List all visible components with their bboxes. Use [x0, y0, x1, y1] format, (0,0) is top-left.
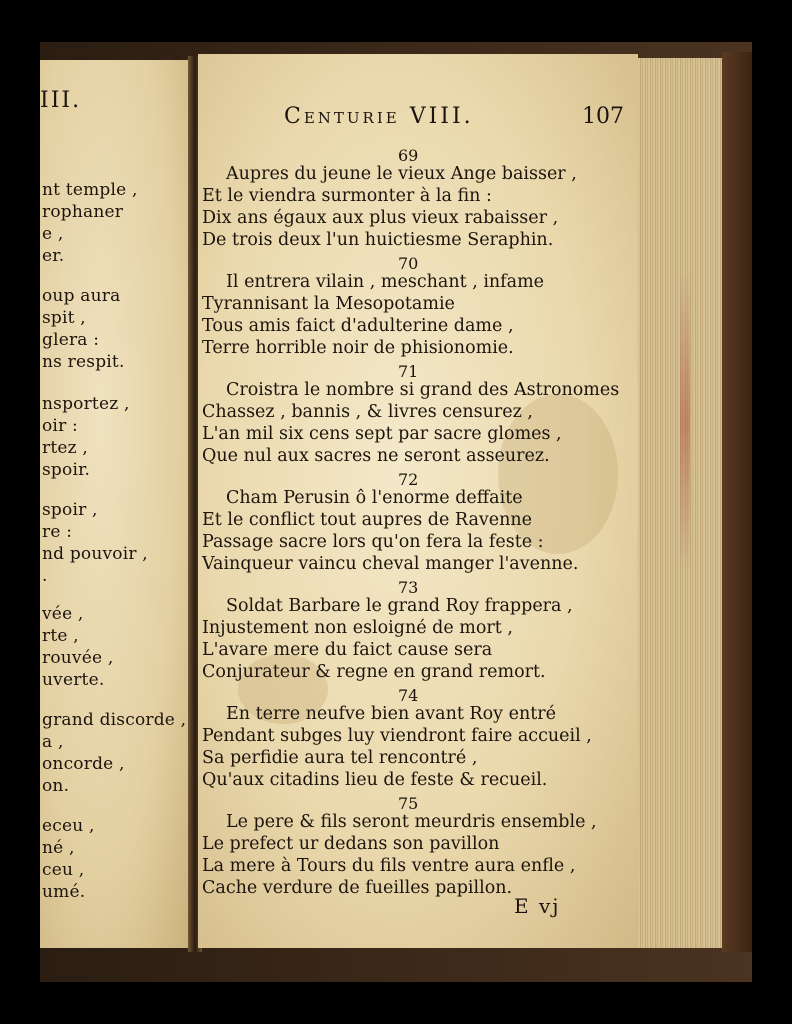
left-line: rophaner: [42, 202, 124, 222]
verse-line: L'an mil six cens sept par sacre glomes ,: [202, 424, 562, 444]
left-line: re :: [42, 522, 73, 542]
left-line: rtez ,: [42, 438, 88, 458]
running-head: Centurie VIII.: [284, 104, 474, 129]
verse-line: Dix ans égaux aux plus vieux rabaisser ,: [202, 208, 559, 228]
left-line: oncorde ,: [42, 754, 125, 774]
left-line: eceu ,: [42, 816, 95, 836]
quatrain-number: 73: [398, 578, 419, 597]
verse-line: De trois deux l'un huictiesme Seraphin.: [202, 230, 554, 250]
left-line: on.: [42, 776, 70, 796]
verse-line: Tyrannisant la Mesopotamie: [202, 294, 455, 314]
verse-line: Injustement non esloigné de mort ,: [202, 618, 513, 638]
left-line: né ,: [42, 838, 75, 858]
verse-line: Soldat Barbare le grand Roy frappera ,: [226, 596, 573, 616]
left-line: glera :: [42, 330, 100, 350]
left-line: ns respit.: [42, 352, 125, 372]
verse-line: Chassez , bannis , & livres censurez ,: [202, 402, 533, 422]
verse-line: Terre horrible noir de phisionomie.: [202, 338, 514, 358]
quatrain-number: 72: [398, 470, 419, 489]
left-line: oir :: [42, 416, 78, 436]
quatrain-number: 75: [398, 794, 419, 813]
left-line: spoir.: [42, 460, 91, 480]
left-line: ceu ,: [42, 860, 85, 880]
verse-line: La mere à Tours du fils ventre aura enfle ,: [202, 856, 576, 876]
verse-line: Qu'aux citadins lieu de feste & recueil.: [202, 770, 548, 790]
left-running-head: III.: [40, 88, 82, 113]
page-edge-stain: [680, 272, 690, 572]
left-line: nd pouvoir ,: [42, 544, 148, 564]
page-number: 107: [582, 104, 624, 129]
quatrain-number: 74: [398, 686, 419, 705]
book-scan: [40, 42, 752, 982]
verse-line: Passage sacre lors qu'on fera la feste :: [202, 532, 544, 552]
quatrain-number: 70: [398, 254, 419, 273]
verse-line: Croistra le nombre si grand des Astronomes: [226, 380, 620, 400]
left-line: .: [42, 566, 48, 586]
left-line: grand discorde ,: [42, 710, 187, 730]
left-line: oup aura: [42, 286, 121, 306]
left-line: rouvée ,: [42, 648, 114, 668]
left-line: uverte.: [42, 670, 105, 690]
left-line: vée ,: [42, 604, 84, 624]
left-line: spit ,: [42, 308, 86, 328]
verse-line: Le prefect ur dedans son pavillon: [202, 834, 500, 854]
verse-line: L'avare mere du faict cause sera: [202, 640, 493, 660]
verse-line: Que nul aux sacres ne seront asseurez.: [202, 446, 550, 466]
verse-line: Pendant subges luy viendront faire accueil ,: [202, 726, 592, 746]
left-line: e ,: [42, 224, 64, 244]
verse-line: Cache verdure de fueilles papillon.: [202, 878, 513, 898]
right-page: [198, 54, 638, 948]
left-line: nt temple ,: [42, 180, 138, 200]
quatrain-number: 71: [398, 362, 419, 381]
left-line: a ,: [42, 732, 64, 752]
left-page: [40, 60, 192, 948]
verse-line: En terre neufve bien avant Roy entré: [226, 704, 556, 724]
verse-line: Le pere & fils seront meurdris ensemble ,: [226, 812, 597, 832]
verse-line: Il entrera vilain , meschant , infame: [226, 272, 545, 292]
left-line: umé.: [42, 882, 86, 902]
left-line: spoir ,: [42, 500, 98, 520]
page-edges: [636, 58, 722, 948]
book-cover-edge: [722, 52, 752, 952]
signature-mark: E vj: [514, 894, 561, 918]
verse-line: Cham Perusin ô l'enorme deffaite: [226, 488, 523, 508]
verse-line: Tous amis faict d'adulterine dame ,: [202, 316, 514, 336]
verse-line: Sa perfidie aura tel rencontré ,: [202, 748, 478, 768]
left-line: nsportez ,: [42, 394, 130, 414]
left-line: rte ,: [42, 626, 79, 646]
verse-line: Et le conflict tout aupres de Ravenne: [202, 510, 533, 530]
left-line: er.: [42, 246, 65, 266]
verse-line: Vainqueur vaincu cheval manger l'avenne.: [202, 554, 579, 574]
verse-line: Aupres du jeune le vieux Ange baisser ,: [226, 164, 577, 184]
verse-line: Conjurateur & regne en grand remort.: [202, 662, 546, 682]
verse-line: Et le viendra surmonter à la fin :: [202, 186, 492, 206]
quatrain-number: 69: [398, 146, 419, 165]
